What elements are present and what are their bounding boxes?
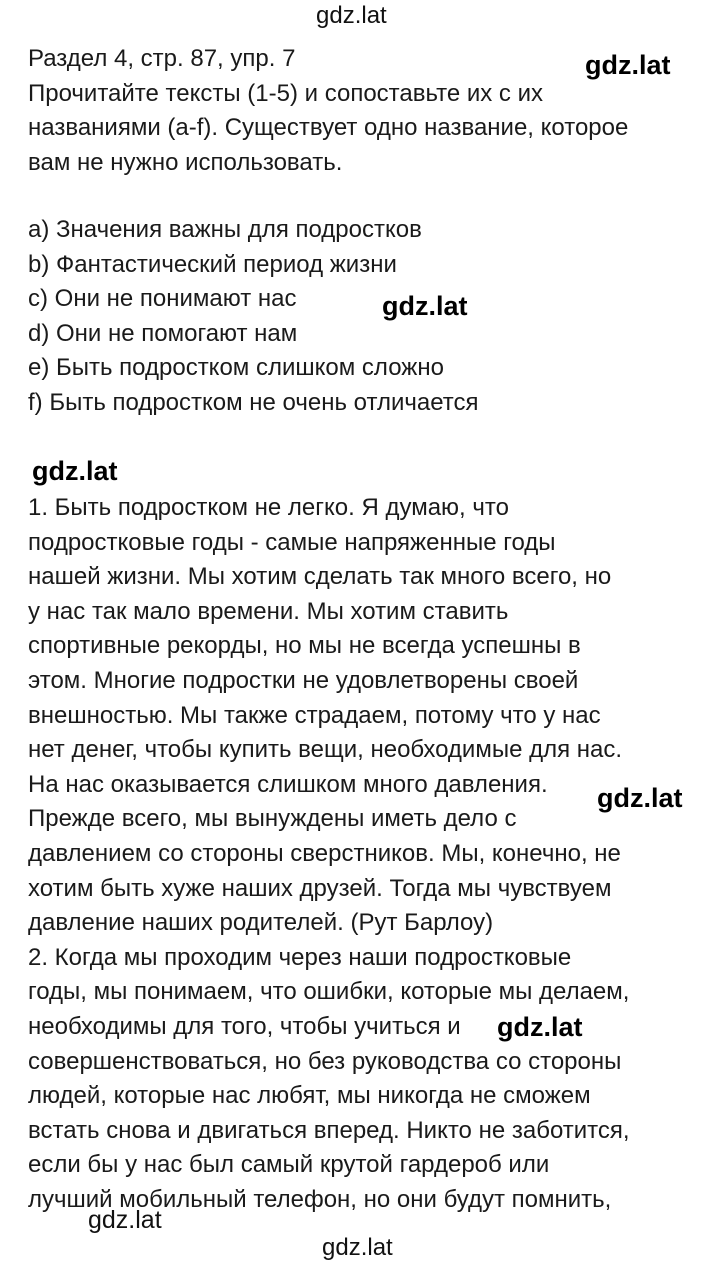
- text-line: 2. Когда мы проходим через наши подростковые: [28, 943, 572, 971]
- watermark: gdz.lat: [597, 783, 683, 813]
- task-line: вам не нужно использовать.: [28, 148, 343, 176]
- watermark: gdz.lat: [32, 456, 118, 486]
- text-line: встать снова и двигаться вперед. Никто не заботится,: [28, 1116, 630, 1144]
- text-line: нашей жизни. Мы хотим сделать так много всего, но: [28, 563, 612, 591]
- title-option-e: e) Быть подростком слишком сложно: [28, 354, 444, 381]
- watermark: gdz.lat: [88, 1206, 162, 1234]
- title-option-f: f) Быть подростком не очень отличается: [28, 388, 479, 416]
- task-line: названиями (a-f). Существует одно название, которое: [28, 114, 629, 141]
- text-line: 1. Быть подростком не легко. Я думаю, что: [28, 494, 509, 521]
- watermark-bottom: gdz.lat: [322, 1234, 393, 1261]
- text-line: давление наших родителей. (Рут Барлоу): [28, 909, 494, 937]
- text-line: Прежде всего, мы вынуждены иметь дело с: [28, 805, 517, 833]
- title-option-c: c) Они не понимают нас: [28, 285, 297, 312]
- watermark: gdz.lat: [382, 291, 468, 321]
- text-line: подростковые годы - самые напряженные годы: [28, 528, 556, 556]
- title-option-b: b) Фантастический период жизни: [28, 250, 397, 278]
- watermark-top: gdz.lat: [316, 2, 387, 29]
- title-option-d: d) Они не помогают нам: [28, 319, 298, 347]
- text-line: давлением со стороны сверстников. Мы, конечно, не: [28, 839, 621, 867]
- watermark: gdz.lat: [585, 50, 671, 80]
- task-header: [28, 42, 718, 180]
- text-line: спортивные рекорды, но мы не всегда успешны в: [28, 632, 581, 660]
- text-line: На нас оказывается слишком много давления.: [28, 770, 548, 798]
- text-line: годы, мы понимаем, что ошибки, которые мы делаем,: [28, 978, 630, 1006]
- text-line: необходимы для того, чтобы учиться и: [28, 1012, 461, 1040]
- texts-body: [28, 491, 718, 1217]
- title-option-a: a) Значения важны для подростков: [28, 216, 422, 243]
- text-line: если бы у нас был самый крутой гардероб или: [28, 1151, 550, 1179]
- titles-list: [28, 213, 718, 420]
- section-reference: Раздел 4, стр. 87, упр. 7: [28, 45, 296, 72]
- task-line: Прочитайте тексты (1-5) и сопоставьте их с их: [28, 79, 544, 107]
- text-line: нет денег, чтобы купить вещи, необходимые для нас.: [28, 736, 623, 764]
- text-line: лучший мобильный телефон, но они будут помнить,: [28, 1185, 612, 1213]
- text-line: совершенствоваться, но без руководства со стороны: [28, 1047, 622, 1075]
- text-line: хотим быть хуже наших друзей. Тогда мы чувствуем: [28, 874, 612, 902]
- text-line: людей, которые нас любят, мы никогда не сможем: [28, 1082, 591, 1110]
- watermark: gdz.lat: [497, 1012, 583, 1042]
- text-line: у нас так мало времени. Мы хотим ставить: [28, 597, 509, 625]
- text-line: этом. Многие подростки не удовлетворены своей: [28, 666, 579, 694]
- text-line: внешностью. Мы также страдаем, потому что у нас: [28, 701, 601, 729]
